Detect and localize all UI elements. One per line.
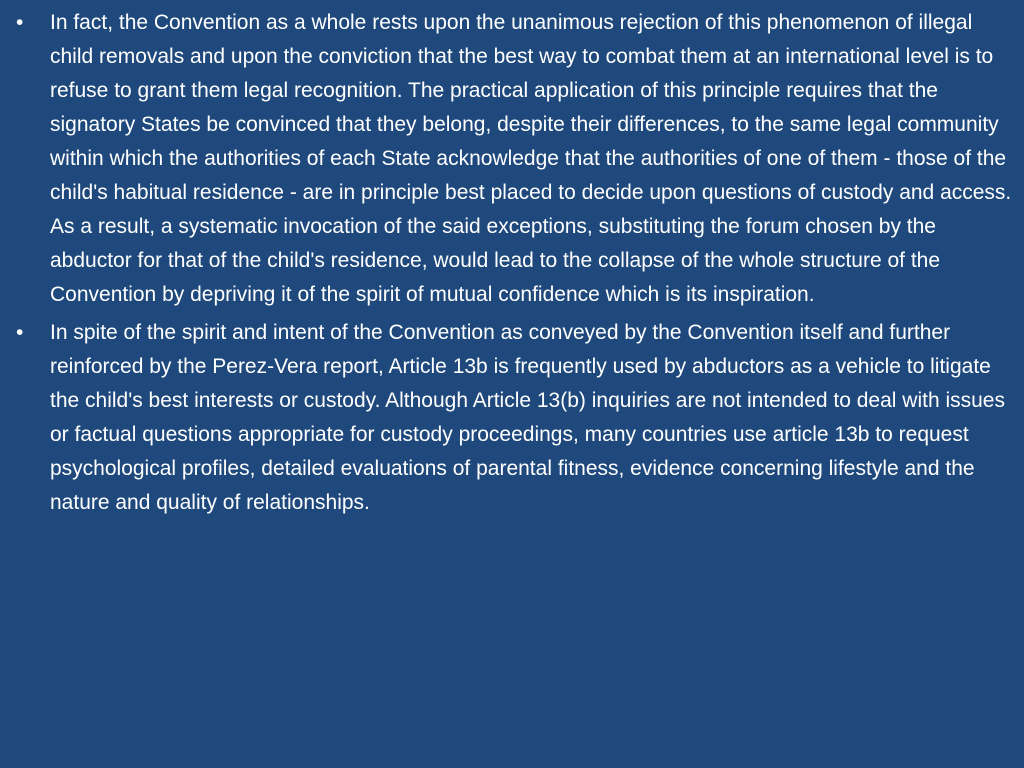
bullet-item: [0, 316, 1024, 520]
bullet-list: [0, 6, 1024, 524]
bullet-text: In fact, the Convention as a whole rests upon the unanimous rejection of this phenomenon of illegal child removals and upon the conviction that the best way to combat them at an international level is to refuse to grant them legal recognition. The practical application of this principle requires that the signatory States be convinced that they belong, despite their differences, to the same legal community within which the authorities of each State acknowledge that the authorities of one of them - those of the child's habitual residence - are in principle best placed to decide upon questions of custody and access. As a result, a systematic invocation of the said exceptions, substituting the forum chosen by the abductor for that of the child's residence, would lead to the collapse of the whole structure of the Convention by depriving it of the spirit of mutual confidence which is its inspiration.: [50, 11, 1012, 306]
bullet-marker-icon: •: [16, 11, 24, 34]
bullet-text: In spite of the spirit and intent of the Convention as conveyed by the Convention itself and further reinforced by the Perez-Vera report, Article 13b is frequently used by abductors as a vehicle to litigate the child's best interests or custody. Although Article 13(b) inquiries are not intended to deal with issues or factual questions appropriate for custody proceedings, many countries use article 13b to request psychological profiles, detailed evaluations of parental fitness, evidence concerning lifestyle and the nature and quality of relationships.: [50, 321, 1005, 514]
bullet-marker-icon: •: [16, 321, 24, 344]
bullet-item: [0, 6, 1024, 312]
